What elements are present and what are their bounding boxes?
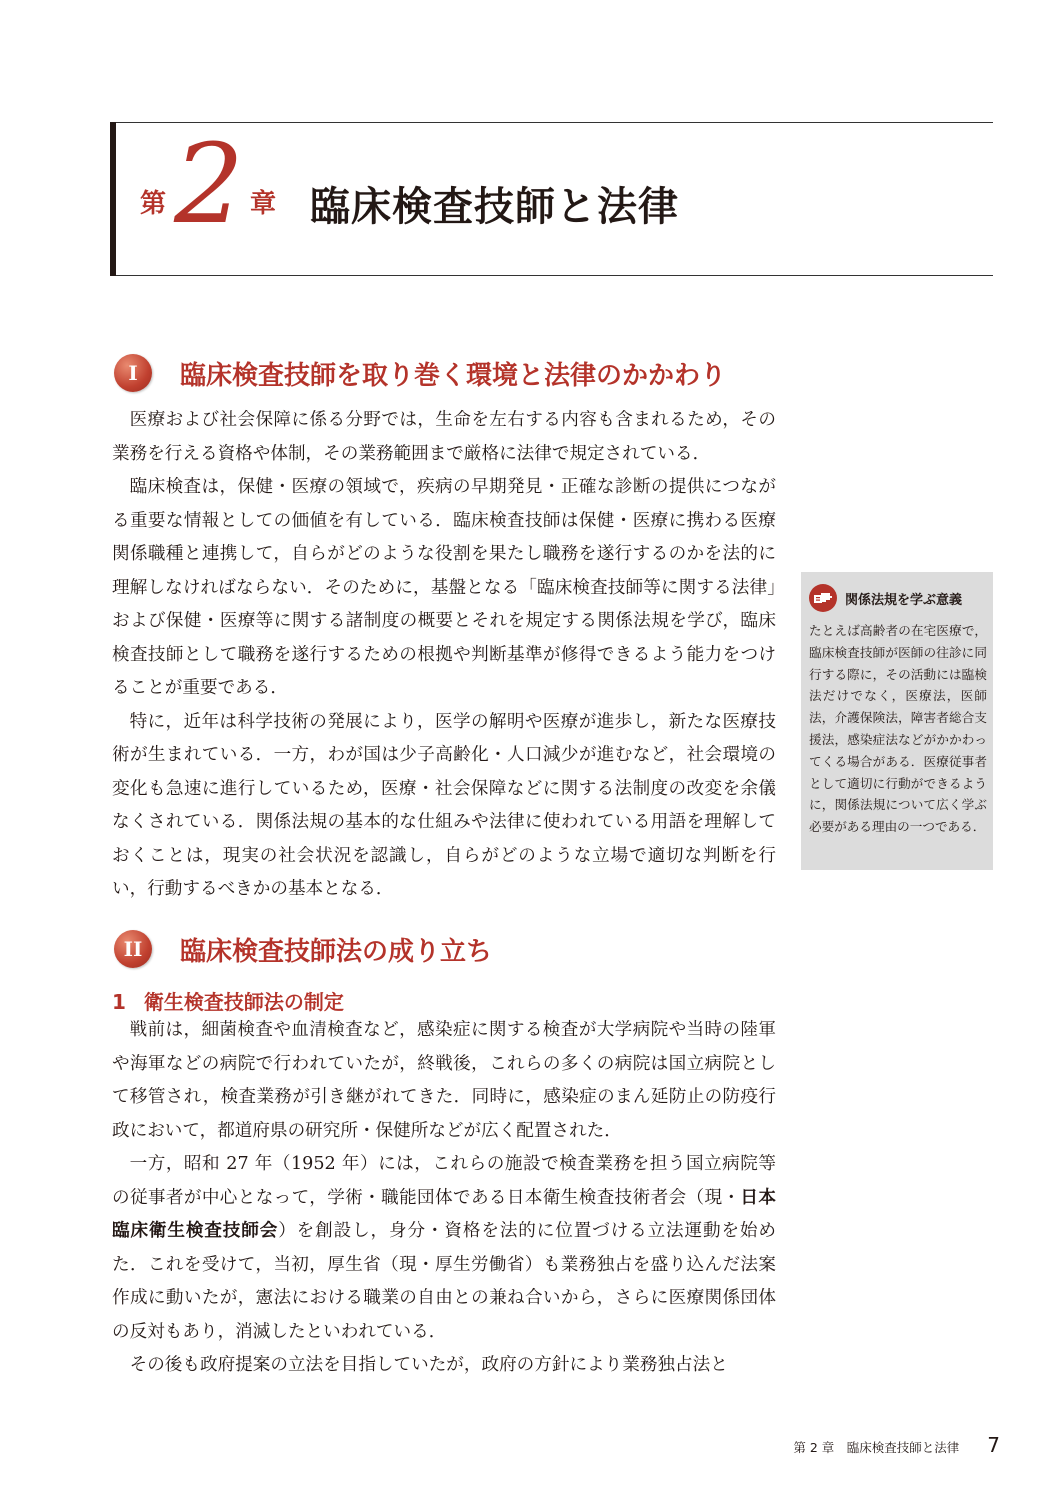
chapter-number: 2 bbox=[174, 120, 244, 248]
pointing-hand-icon bbox=[809, 584, 837, 612]
paragraph bbox=[112, 1148, 776, 1349]
section-1-body bbox=[112, 404, 776, 907]
sidebar-body: たとえば高齢者の在宅医療で，臨床検査技師が医師の往診に同行する際に，その活動には臨検法だけでなく，医療法，医師法，介護保険法，障害者総合支援法，感染症法などがかかわってくる場合がある．医療従事者として適切に行動ができるように，関係法規について広く学ぶ必要がある理由の一つである． bbox=[809, 623, 987, 835]
sidebar-header bbox=[809, 584, 962, 612]
paragraph: その後も政府提案の立法を目指していたが，政府の方針により業務独占法と bbox=[129, 1355, 728, 1375]
paragraph: 戦前は，細菌検査や血清検査など，感染症に関する検査が大学病院や当時の陸軍や海軍などの病院で行われていたが，終戦後，これらの多くの病院は国立病院として移管され，検査業務が引き継がれてきた．同時に，感染症のまん延防止の防疫行政において，都道府県の研究所・保健所などが広く配置された． bbox=[112, 1020, 776, 1141]
section-2-body bbox=[112, 1014, 776, 1383]
subsection-number: 1 bbox=[112, 990, 126, 1014]
section-1-title: 臨床検査技師を取り巻く環境と法律のかかわり bbox=[180, 360, 727, 391]
chapter-prefix: 第 bbox=[140, 189, 167, 219]
section-1-badge: I bbox=[114, 354, 152, 392]
page-number: 7 bbox=[987, 1433, 1000, 1457]
organization-name: 日本臨床衛生検査技師会 bbox=[112, 1187, 776, 1241]
page-footer bbox=[760, 1433, 1000, 1457]
paragraph: 医療および社会保障に係る分野では，生命を左右する内容も含まれるため，その業務を行える資格や体制，その業務範囲まで厳格に法律で規定されている． bbox=[112, 410, 776, 464]
paragraph: 特に，近年は科学技術の発展により，医学の解明や医療が進歩し，新たな医療技術が生まれている．一方，わが国は少子高齢化・人口減少が進むなど，社会環境の変化も急速に進行しているため，医療・社会保障などに関する法制度の改変を余儀なくされている．関係法規の基本的な仕組みや法律に使われている用語を理解しておくことは，現実の社会状況を認識し，自らがどのような立場で適切な判断を行い，行動するべきかの基本となる． bbox=[112, 711, 776, 899]
sidebar-note bbox=[801, 572, 993, 870]
section-2-heading bbox=[114, 930, 492, 968]
chapter-suffix: 章 bbox=[250, 189, 277, 219]
section-2-title: 臨床検査技師法の成り立ち bbox=[180, 936, 493, 967]
subsection-title: 衛生検査技師法の制定 bbox=[143, 990, 344, 1014]
chapter-bar bbox=[110, 122, 116, 276]
sidebar-title: 関係法規を学ぶ意義 bbox=[845, 592, 963, 608]
chapter-title: 臨床検査技師と法律 bbox=[310, 184, 679, 230]
text-span: 一方，昭和 27 年（1952 年）には，これらの施設で検査業務を担う国立病院等の従事者が中心となって，学術・職能団体である日本衛生検査技術者会（現・ bbox=[112, 1154, 776, 1208]
running-head: 第 2 章 臨床検査技師と法律 bbox=[793, 1440, 960, 1455]
section-1-heading bbox=[114, 354, 726, 392]
paragraph: 臨床検査は，保健・医療の領域で，疾病の早期発見・正確な診断の提供につながる重要な情報としての価値を有している．臨床検査技師は保健・医療に携わる医療関係職種と連携して，自らがどのような役割を果たし職務を遂行するのかを法的に理解しなければならない．そのために，基盤となる「臨床検査技師等に関する法律」および保健・医療等に関する諸制度の概要とそれを規定する関係法規を学び，臨床検査技師として職務を遂行するための根拠や判断基準が修得できるよう能力をつけることが重要である． bbox=[112, 477, 776, 698]
text-span: ）を創設し，身分・資格を法的に位置づける立法運動を始めた．これを受けて，当初，厚生省（現・厚生労働省）も業務独占を盛り込んだ法案作成に動いたが，憲法における職業の自由との兼ね合いから，さらに医療関係団体の反対もあり，消滅したといわれている． bbox=[112, 1221, 776, 1342]
subsection-heading bbox=[112, 986, 344, 1015]
section-2-badge: II bbox=[114, 930, 152, 968]
chapter-header bbox=[110, 122, 993, 276]
